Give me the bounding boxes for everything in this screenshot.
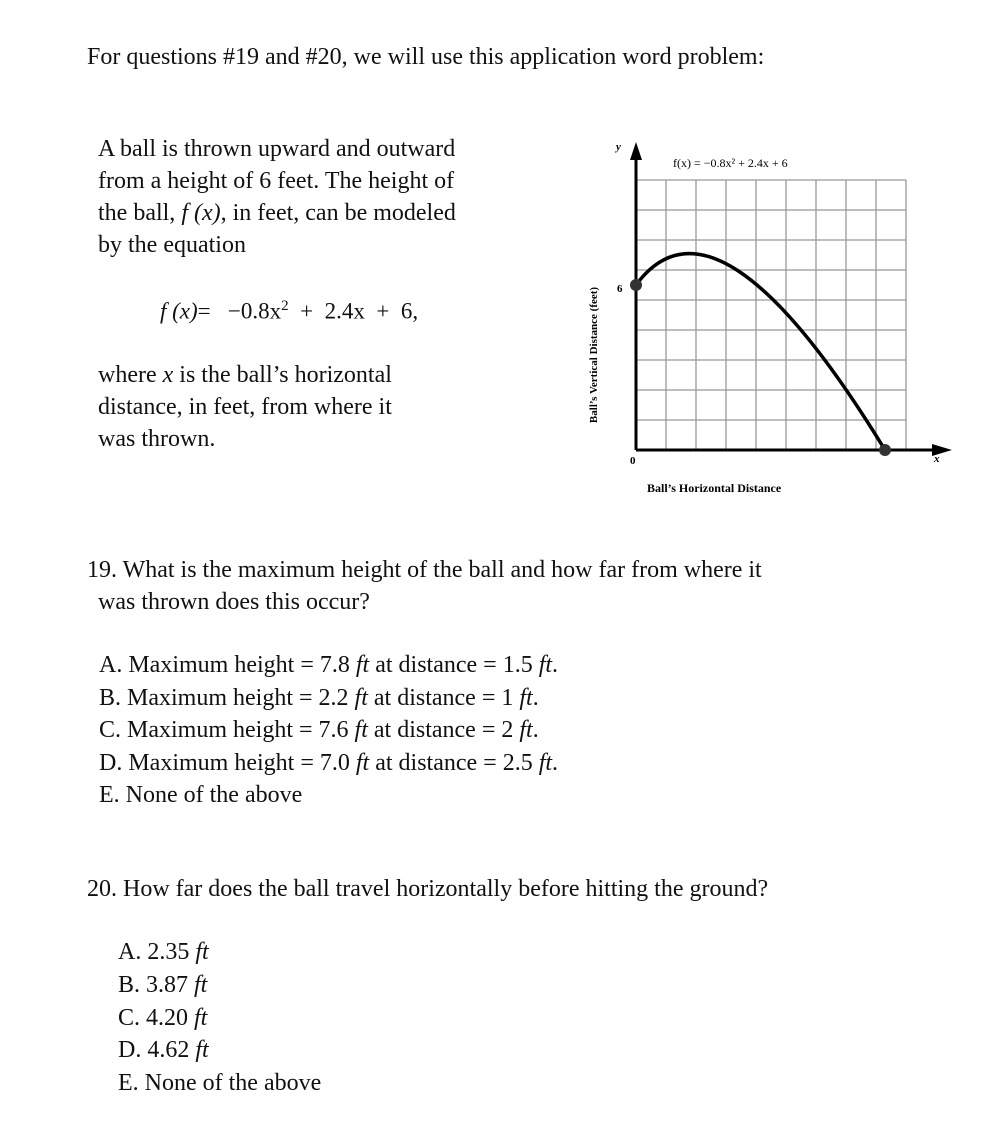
problem-line-4: by the equation xyxy=(98,232,246,258)
q20-option-d[interactable] xyxy=(118,1037,209,1064)
parabola-graph xyxy=(580,130,980,510)
equation-rhs-b: + 2.4x + 6, xyxy=(288,298,419,324)
q20-option-c-unit: ft xyxy=(194,1005,208,1031)
q19-option-d-unit-1: ft xyxy=(355,750,370,776)
q19-option-d-end: . xyxy=(552,750,559,776)
q19-option-c-pre: C. Maximum height = 7.6 xyxy=(99,717,355,743)
q19-option-c-mid: at distance = 2 xyxy=(367,717,520,743)
q19-line-2: was thrown does this occur? xyxy=(98,589,370,615)
y-axis-title: Ball’s Vertical Distance (feet) xyxy=(588,286,600,424)
q19-option-d-unit-2: ft xyxy=(538,750,553,776)
q19-option-e[interactable]: E. None of the above xyxy=(99,782,303,808)
q20-option-c-value: C. 4.20 xyxy=(118,1005,195,1031)
problem-line-1: A ball is thrown upward and outward xyxy=(98,136,456,162)
y-axis-arrow-icon xyxy=(630,142,642,160)
q20-option-a-unit: ft xyxy=(195,939,209,965)
x-axis-title: Ball’s Horizontal Distance xyxy=(647,481,782,495)
x-axis-letter: x xyxy=(934,453,940,465)
q19-option-a-unit-2: ft xyxy=(538,652,553,678)
q20-option-b[interactable] xyxy=(118,972,207,999)
q19-option-b-unit-2: ft xyxy=(519,685,533,711)
q19-option-a-mid: at distance = 1.5 xyxy=(369,652,539,678)
q19-option-b-pre: B. Maximum height = 2.2 xyxy=(99,685,355,711)
problem-line-3 xyxy=(98,200,456,227)
q19-option-a[interactable] xyxy=(99,652,558,679)
variable-x: x xyxy=(162,362,174,388)
problem-line-5-post: is the ball’s horizontal xyxy=(173,362,392,388)
y-tick-label: 6 xyxy=(617,283,623,295)
q20-option-b-unit: ft xyxy=(194,972,208,998)
function-notation: f (x) xyxy=(181,200,221,226)
equation-exponent: 2 xyxy=(281,298,289,314)
q19-option-b-mid: at distance = 1 xyxy=(367,685,520,711)
q19-option-d-mid: at distance = 2.5 xyxy=(369,750,539,776)
start-point xyxy=(630,279,642,291)
q19-option-d[interactable] xyxy=(99,750,558,777)
equation-rhs-a: = −0.8x xyxy=(197,298,282,324)
intro-text: For questions #19 and #20, we will use this application word problem: xyxy=(87,44,765,70)
q19-option-a-unit-1: ft xyxy=(355,652,370,678)
q20-option-d-value: D. 4.62 xyxy=(118,1037,196,1063)
equation-lhs: f (x) xyxy=(160,298,198,324)
equation xyxy=(160,298,418,325)
origin-label: 0 xyxy=(630,455,636,467)
q19-option-b-unit-1: ft xyxy=(354,685,368,711)
q19-option-d-pre: D. Maximum height = 7.0 xyxy=(99,750,356,776)
q20-option-e[interactable]: E. None of the above xyxy=(118,1070,322,1096)
q19-option-c-unit-2: ft xyxy=(519,717,533,743)
graph-equation-label: f(x) = −0.8x² + 2.4x + 6 xyxy=(673,156,788,170)
q20-option-a[interactable] xyxy=(118,939,209,966)
problem-line-5 xyxy=(98,362,392,389)
problem-line-2: from a height of 6 feet. The height of xyxy=(98,168,455,194)
problem-line-3-post: , in feet, can be modeled xyxy=(220,200,456,226)
q19-line-1: 19. What is the maximum height of the ball and how far from where it xyxy=(87,557,762,583)
q20-option-b-value: B. 3.87 xyxy=(118,972,195,998)
q20-question: 20. How far does the ball travel horizontally before hitting the ground? xyxy=(87,876,769,902)
q20-option-c[interactable] xyxy=(118,1005,207,1032)
q20-option-d-unit: ft xyxy=(195,1037,209,1063)
problem-line-7: was thrown. xyxy=(98,426,216,452)
q19-option-c-end: . xyxy=(532,717,539,743)
q19-option-a-pre: A. Maximum height = 7.8 xyxy=(99,652,356,678)
q19-option-b-end: . xyxy=(532,685,539,711)
problem-line-5-pre: where xyxy=(98,362,163,388)
q19-option-c-unit-1: ft xyxy=(354,717,368,743)
grid xyxy=(636,180,906,450)
q19-option-a-end: . xyxy=(552,652,559,678)
landing-point xyxy=(879,444,891,456)
q19-option-b[interactable] xyxy=(99,685,539,712)
q20-option-a-value: A. 2.35 xyxy=(118,939,196,965)
q19-option-c[interactable] xyxy=(99,717,539,744)
y-axis-letter: y xyxy=(616,141,621,153)
problem-line-3-pre: the ball, xyxy=(98,200,182,226)
problem-line-6: distance, in feet, from where it xyxy=(98,394,392,420)
